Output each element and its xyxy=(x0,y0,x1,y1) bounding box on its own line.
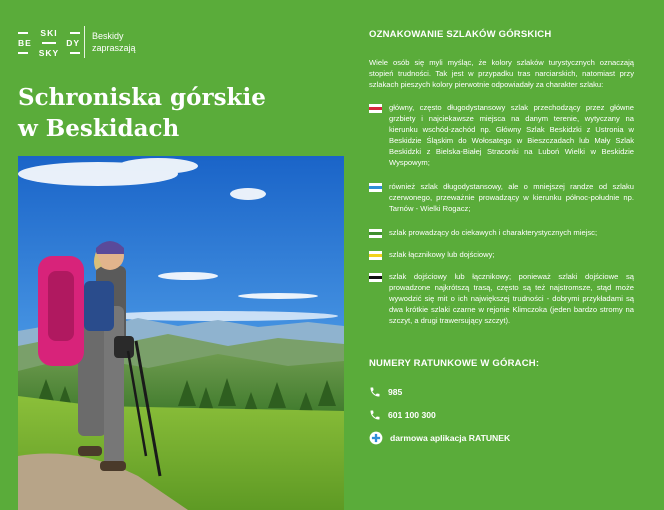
phone-number: 985 xyxy=(388,387,403,397)
logo-dash xyxy=(42,42,56,44)
trail-description: szlak dojściowy lub łącznikowy; ponieważ szlaki dojściowe są prowadzone najkrótszą trasą, często są też najstromsze, stąd może wywodzić się mit o ich największej trudności - dobrymi przykładami są dwa krótkie szlaki czarne w rejonie Klimczoka (jeden bardzo stromy na szczyt, a drugi trawersujący szczyt). xyxy=(389,272,634,325)
trail-item-red xyxy=(369,102,634,168)
trails-heading: OZNAKOWANIE SZLAKÓW GÓRSKICH xyxy=(369,29,552,40)
title-line-2: w Beskidach xyxy=(18,115,180,142)
logo-dash xyxy=(18,52,28,54)
trail-description: również szlak długodystansowy, ale o mniejszej randze od szlaku czerwonego, przeważnie prowadzący w kierunku północ-południe np. Tarnów - Wielki Rogacz; xyxy=(389,182,634,213)
trail-description: szlak prowadzący do ciekawych i charakterystycznych miejsc; xyxy=(389,228,598,237)
red-trail-mark-icon xyxy=(369,104,382,113)
logo-dash xyxy=(70,32,80,34)
green-trail-mark-icon xyxy=(369,229,382,238)
emergency-number-985[interactable] xyxy=(369,386,402,398)
logo-divider xyxy=(84,26,85,58)
emergency-heading: NUMERY RATUNKOWE W GÓRACH: xyxy=(369,358,540,369)
trail-description: szlak łącznikowy lub dojściowy; xyxy=(389,250,495,259)
emergency-number-gopr[interactable] xyxy=(369,409,436,421)
trail-item-green xyxy=(369,227,634,238)
hiker-mountain-photo xyxy=(18,156,344,510)
logo-text-be: BE xyxy=(18,38,32,48)
tagline xyxy=(92,30,162,54)
yellow-trail-mark-icon xyxy=(369,251,382,260)
tagline-line-1: Beskidy xyxy=(92,31,124,41)
medical-cross-icon xyxy=(369,431,383,445)
beskidy-logo xyxy=(18,28,80,60)
trail-item-yellow xyxy=(369,249,634,260)
black-trail-mark-icon xyxy=(369,273,382,282)
logo-text-dy: DY xyxy=(66,38,80,48)
logo-dash xyxy=(70,52,80,54)
page-title xyxy=(18,82,318,144)
logo-text-ski: SKI xyxy=(40,28,58,38)
trail-description: główny, często długodystansowy szlak przechodzący przez główne grzbiety i najciekawsze miejsca na danym terenie, wytyczany na kierunku wschód-zachód np. Główny Szlak Beskidzki z Ustronia w Beskidzie Śląskim do Wołosatego w Bieszczadach lub Mały Szlak Beskidzki z Bielska-Białej Straconki na Luboń Wielki w Beskidzie Wyspowym; xyxy=(389,103,634,167)
blue-trail-mark-icon xyxy=(369,183,382,192)
title-line-1: Schroniska górskie xyxy=(18,84,266,111)
trail-item-black xyxy=(369,271,634,326)
logo-dash xyxy=(18,32,28,34)
tagline-line-2: zapraszają xyxy=(92,43,136,53)
trails-intro: Wiele osób się myli myśląc, że kolory szlaków turystycznych oznaczają stopień trudności. Tak jest w przypadku tras narciarskich, natomiast przy szlakach pieszych kolory pierwotnie odpowiadały za charakter szlaku: xyxy=(369,58,634,89)
logo-text-sky: SKY xyxy=(38,48,60,58)
phone-icon xyxy=(369,409,381,421)
app-label: darmowa aplikacja RATUNEK xyxy=(390,433,511,443)
phone-icon xyxy=(369,386,381,398)
phone-number: 601 100 300 xyxy=(388,410,436,420)
photo-illustration xyxy=(18,156,344,510)
ratunek-app-link[interactable] xyxy=(369,431,510,445)
trail-item-blue xyxy=(369,181,634,214)
